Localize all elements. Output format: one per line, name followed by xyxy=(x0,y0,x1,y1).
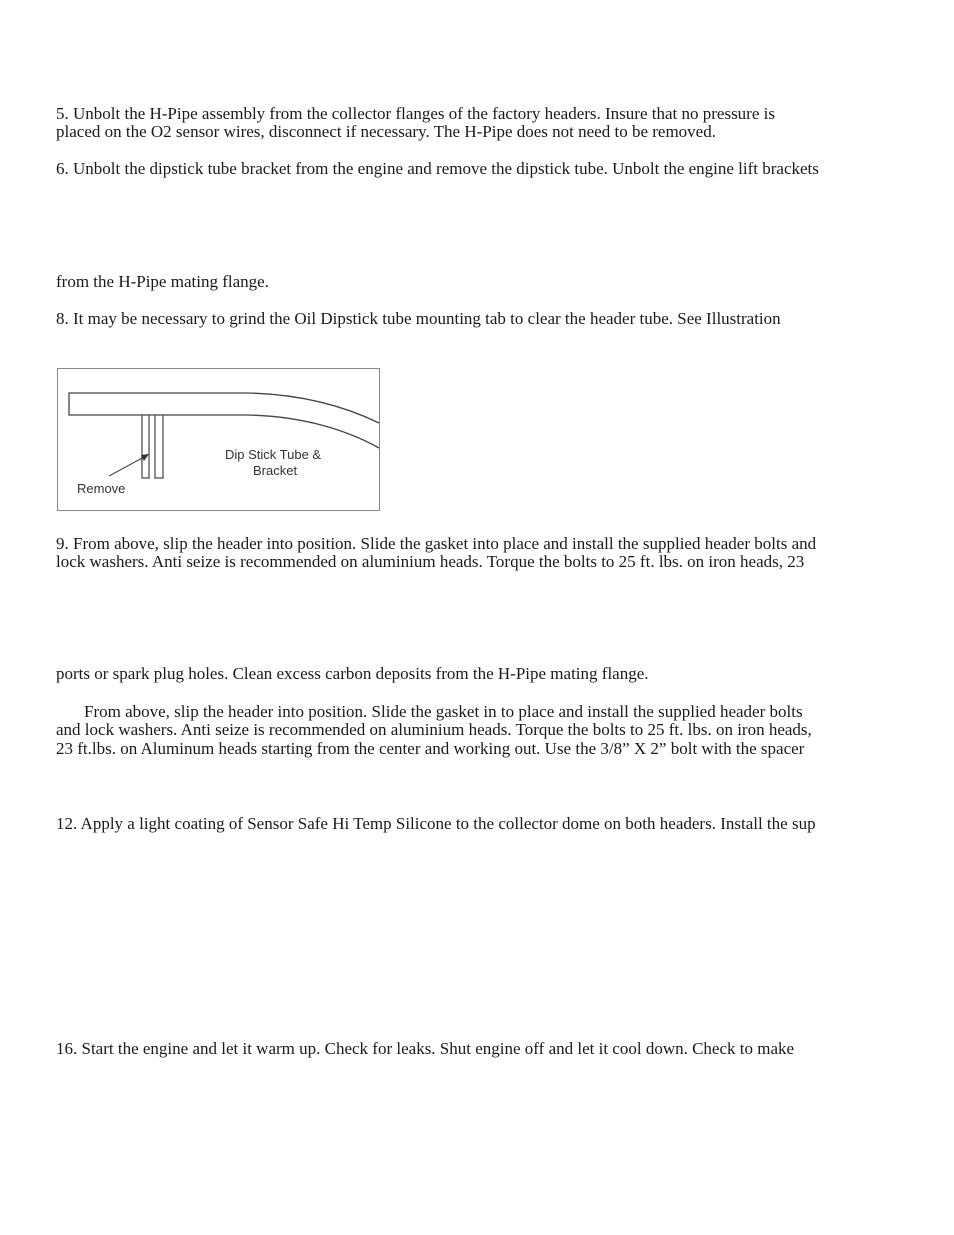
label-remove: Remove xyxy=(77,481,126,496)
label-bracket: Bracket xyxy=(253,463,298,478)
text-line-step9-b: lock washers. Anti seize is recommended on aluminium heads. Torque the bolts to 25 ft. lbs. on iron heads, 23 xyxy=(56,552,805,571)
text-line-step7-tail: from the H-Pipe mating flange. xyxy=(56,272,269,291)
text-line-para-c: 23 ft.lbs. on Aluminum heads starting from the center and working out. Use the 3/8” X 2” bolt with the spacer xyxy=(56,739,805,758)
text-line-ports: ports or spark plug holes. Clean excess carbon deposits from the H-Pipe mating flange. xyxy=(56,664,649,683)
text-line-para-a: From above, slip the header into position. Slide the gasket in to place and install the supplied header bolts xyxy=(84,702,803,721)
text-line-step5-a: 5. Unbolt the H-Pipe assembly from the collector flanges of the factory headers. Insure that no pressure is xyxy=(56,104,775,123)
dipstick-illustration xyxy=(57,368,380,511)
text-line-step6: 6. Unbolt the dipstick tube bracket from the engine and remove the dipstick tube. Unbolt the engine lift brackets xyxy=(56,159,819,178)
text-line-step12: 12. Apply a light coating of Sensor Safe Hi Temp Silicone to the collector dome on both headers. Install the sup xyxy=(56,814,816,833)
text-line-step8: 8. It may be necessary to grind the Oil Dipstick tube mounting tab to clear the header tube. See Illustration xyxy=(56,309,781,328)
text-line-step16: 16. Start the engine and let it warm up. Check for leaks. Shut engine off and let it cool down. Check to make xyxy=(56,1039,795,1058)
label-dip-stick-tube: Dip Stick Tube & xyxy=(225,447,322,462)
text-line-step9-a: 9. From above, slip the header into position. Slide the gasket into place and install the supplied header bolts and xyxy=(56,534,817,553)
text-line-para-b: and lock washers. Anti seize is recommended on aluminium heads. Torque the bolts to 25 ft. lbs. on iron heads, xyxy=(56,720,812,739)
text-line-step5-b: placed on the O2 sensor wires, disconnect if necessary. The H-Pipe does not need to be removed. xyxy=(56,122,716,141)
